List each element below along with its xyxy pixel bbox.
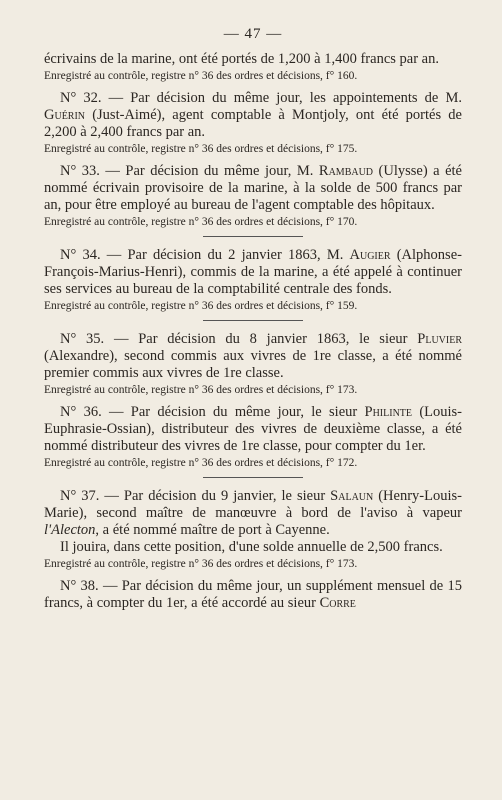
entry-37 [44, 488, 462, 572]
entry-number: N° 34. [60, 247, 101, 263]
registry-prefix: Enregistré au contrôle, registre n° 36 des ordres et décisions, f° [44, 457, 335, 469]
registry-folio: 160. [337, 70, 358, 82]
entry-body: , a été nommé maître de port à Cayenne. [95, 522, 330, 538]
registry-line [44, 215, 462, 230]
registry-folio: 170. [337, 216, 358, 228]
person-name: Rambaud [318, 163, 374, 179]
person-name: Guérin [44, 107, 86, 123]
entry-body: — Par décision du 8 janvier 1863, le sieur [104, 331, 418, 347]
registry-folio: 175. [337, 143, 358, 155]
registry-folio: 159. [337, 300, 358, 312]
entry-number: N° 33. [60, 163, 100, 179]
ship-name: l'Alecton [44, 522, 96, 538]
entry-text [44, 163, 462, 214]
entry-body: — Par décision du 9 janvier, le sieur [99, 488, 331, 504]
entry-text [44, 331, 462, 382]
entry-body: (Alphonse-François-Marius-Henri), commis de la marine, a été appelé à continuer ses services au bureau de la comptabilité centrale des fonds. [44, 247, 462, 297]
entry-text [44, 404, 462, 455]
registry-prefix: Enregistré au contrôle, registre n° 36 des ordres et décisions, f° [44, 143, 335, 155]
page-number: — 47 — [223, 26, 283, 42]
entry-body: — Par décision du même jour, le sieur [101, 404, 365, 420]
person-name: Salaun [330, 488, 374, 504]
registry-folio: 172. [337, 457, 358, 469]
entry-body: — Par décision du même jour, un supplément mensuel de 15 francs, à compter du 1er, a été accordé au sieur [44, 578, 462, 611]
registry-line [44, 299, 462, 314]
entry-body: (Henry-Louis-Marie), second maître de manœuvre à bord de l'aviso à vapeur [44, 488, 462, 521]
registry-prefix: Enregistré au contrôle, registre n° 36 des ordres et décisions, f° [44, 300, 335, 312]
entry-number: N° 32. [60, 90, 102, 106]
entry-text [44, 578, 462, 612]
entry-body: (Just-Aimé), agent comptable à Montjoly, ont été portés de 2,200 à 2,400 francs par an. [44, 107, 462, 140]
separator-rule [203, 477, 303, 478]
entry-body: (Louis-Euphrasie-Ossian), distributeur des vivres de deuxième classe, a été nommé distributeur des vivres de 1re classe, pour compter du 1er. [44, 404, 462, 454]
registry-line [44, 456, 462, 471]
intro-text: écrivains de la marine, ont été portés de 1,200 à 1,400 francs par an. [44, 51, 439, 67]
registry-line [44, 142, 462, 157]
entry-text [44, 247, 462, 298]
entry-number: N° 37. [60, 488, 100, 504]
entry-body: (Ulysse) a été nommé écrivain provisoire de la marine, à la solde de 500 francs par an, pour être employé au bureau de l'agent comptable des hôpitaux. [44, 163, 462, 213]
registry-prefix: Enregistré au contrôle, registre n° 36 des ordres et décisions, f° [44, 558, 335, 570]
entry-text [44, 90, 462, 141]
entry-number: N° 36. [60, 404, 102, 420]
entry-33 [44, 163, 462, 230]
person-name: Corre [319, 595, 356, 611]
entry-number: N° 35. [60, 331, 105, 347]
entry-number: N° 38. [60, 578, 99, 594]
person-name: Pluvier [417, 331, 462, 347]
registry-prefix: Enregistré au contrôle, registre n° 36 des ordres et décisions, f° [44, 384, 335, 396]
entry-34 [44, 247, 462, 314]
entry-body: (Alexandre), second commis aux vivres de 1re classe, a été nommé premier commis aux vivres de 1re classe. [44, 348, 462, 381]
registry-folio: 173. [337, 558, 358, 570]
entry-text [44, 488, 462, 539]
intro-paragraph [44, 51, 462, 84]
entry-extra: Il jouira, dans cette position, d'une solde annuelle de 2,500 francs. [60, 539, 443, 555]
entry-35 [44, 331, 462, 398]
entry-body: — Par décision du 2 janvier 1863, M. [100, 247, 350, 263]
entry-36 [44, 404, 462, 471]
registry-line [44, 69, 462, 84]
person-name: Augier [349, 247, 391, 263]
entry-body: — Par décision du même jour, les appointements de M. [101, 90, 462, 106]
entry-38 [44, 578, 462, 612]
person-name: Philinte [364, 404, 413, 420]
registry-line [44, 383, 462, 398]
registry-line [44, 557, 462, 572]
separator-rule [203, 320, 303, 321]
entry-body: — Par décision du même jour, M. [99, 163, 319, 179]
registry-prefix: Enregistré au contrôle, registre n° 36 des ordres et décisions, f° [44, 216, 335, 228]
entry-32 [44, 90, 462, 157]
registry-folio: 173. [337, 384, 358, 396]
separator-rule [203, 236, 303, 237]
registry-prefix: Enregistré au contrôle, registre n° 36 des ordres et décisions, f° [44, 70, 335, 82]
